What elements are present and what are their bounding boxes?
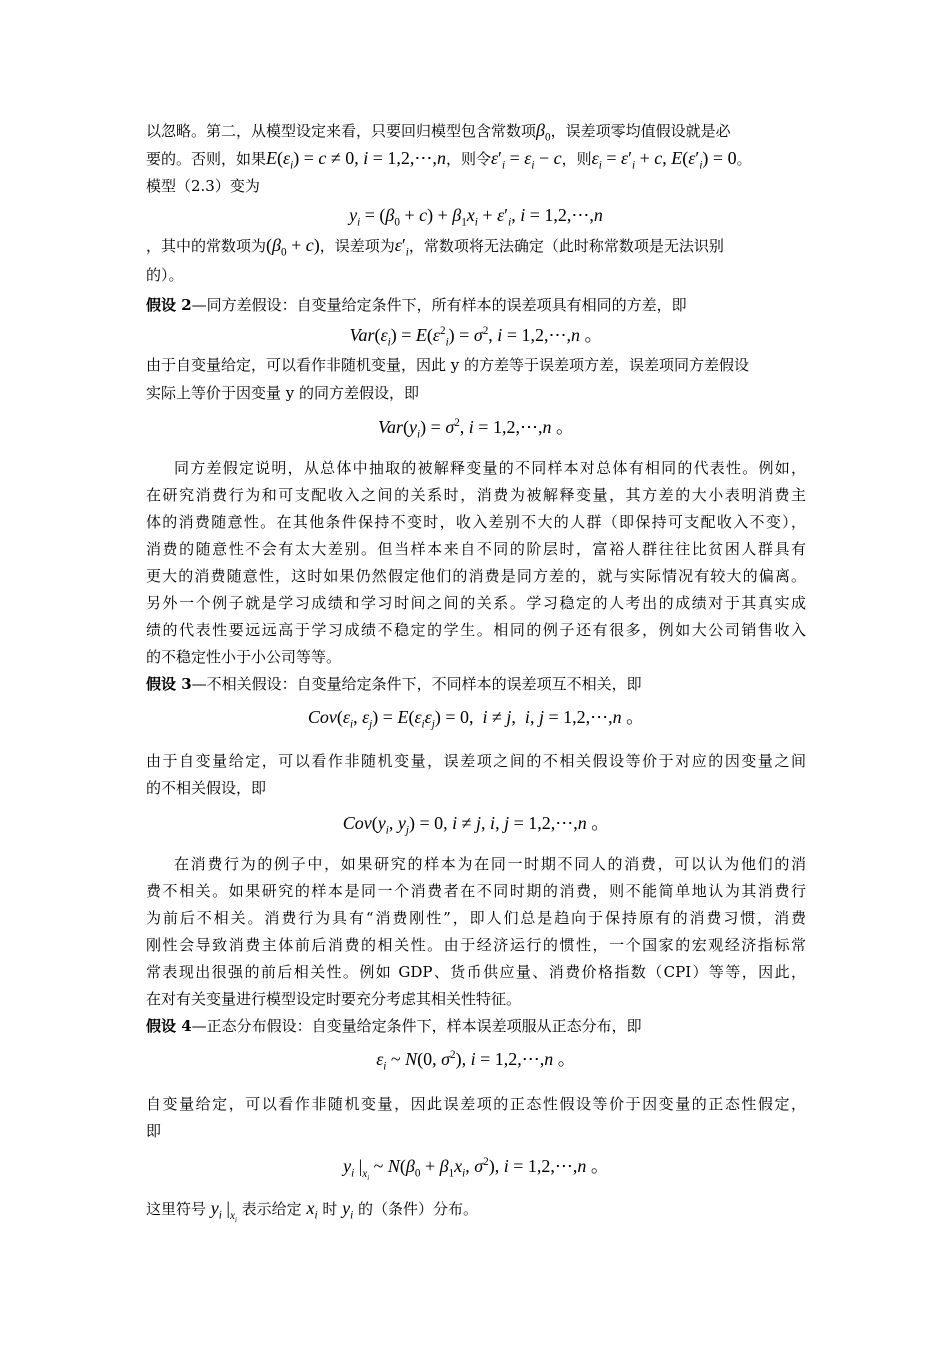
text-line: 以忽略。第二，从模型设定来看，只要回归模型包含常数项$\beta_0$，误差项零均值假设就是必 [146, 120, 731, 144]
text-line: 刚性会导致消费主体前后消费的相关性。由于经济运行的惯性，一个国家的宏观经济指标常 [146, 936, 806, 954]
text-line: 同方差假定说明，从总体中抽取的被解释变量的不同样本对总体有相同的代表性。例如， [174, 459, 806, 477]
text-line: 的不稳定性小于小公司等等。 [146, 648, 342, 666]
equation: $\varepsilon_i$ ~ N(0, $\sigma^2$), i = 1,2,⋯,n 。 [376, 1049, 576, 1073]
equation: $Var(\varepsilon_i) = E(\varepsilon^2_i) = \sigma^2$, i = 1,2,⋯,n 。 [349, 325, 603, 349]
text-line: 在研究消费行为和可支配收入之间的关系时，消费为被解释变量，其方差的大小表明消费主 [146, 486, 806, 504]
text-line: 的不相关假设，即 [146, 779, 267, 797]
text-line: 费不相关。如果研究的样本是同一个消费者在不同时期的消费，则不能简单地认为其消费行 [146, 882, 806, 900]
text-line: 模型（2.3）变为 [146, 177, 260, 195]
assumption-heading: 假设 3—不相关假设：自变量给定条件下，不同样本的误差项互不相关，即 [146, 675, 642, 693]
text-line: 由于自变量给定，可以看作非随机变量，误差项之间的不相关假设等价于对应的因变量之间 [146, 752, 806, 770]
text-line: ，其中的常数项为$(\beta_0 + c)$，误差项为$\varepsilon'_i$，常数项将无法确定（此时称常数项是无法识别 [146, 235, 724, 259]
assumption-heading: 假设 4—正态分布假设：自变量给定条件下，样本误差项服从正态分布，即 [146, 1017, 642, 1035]
text-line: 这里符号 $y_i$ $|_{x_i}$ 表示给定 $x_i$ 时 $y_i$ 的（条件）分布。 [146, 1198, 479, 1224]
text-line: 即 [146, 1122, 162, 1140]
text-line: 常表现出很强的前后相关性。例如 GDP、货币供应量、消费价格指数（CPI）等等，因此， [146, 963, 806, 981]
text-line: 要的。否则，如果$E(\varepsilon_i) = c \ne 0$, i = 1,2,⋯,n，则令$\varepsilon'_i = \varepsilon_i - c$，则$\varepsilon_i = \varepsilon'_i + c$, $E(\varepsilon'_i) = 0$。 [146, 148, 752, 172]
equation: $Cov(\varepsilon_i$, $\varepsilon_j) = E(\varepsilon_i\varepsilon_j) = 0$, i ≠ j, i, j = 1,2,⋯,n 。 [307, 707, 645, 731]
text-line: 在消费行为的例子中，如果研究的样本为在同一时期不同人的消费，可以认为他们的消 [174, 855, 806, 873]
assumption-heading: 假设 2—同方差假设：自变量给定条件下，所有样本的误差项具有相同的方差，即 [146, 296, 687, 314]
equation: $Var(y_i) = \sigma^2$, i = 1,2,⋯,n 。 [378, 417, 574, 441]
text-line: 体的消费随意性。在其他条件保持不变时，收入差别不大的人群（即保持可支配收入不变）， [146, 513, 806, 531]
equation: $Cov(y_i$, $y_j) = 0$, i ≠ j, i, j = 1,2,⋯,n 。 [342, 813, 610, 837]
text-line: 的）。 [146, 266, 184, 284]
text-line: 由于自变量给定，可以看作非随机变量，因此 y 的方差等于误差项方差，误差项同方差假设 [146, 356, 750, 374]
text-line: 自变量给定，可以看作非随机变量，因此误差项的正态性假设等价于因变量的正态性假定， [146, 1095, 806, 1113]
text-line: 绩的代表性要远远高于学习成绩不稳定的学生。相同的例子还有很多，例如大公司销售收入 [146, 621, 806, 639]
text-line: 消费的随意性不会有太大差别。但当样本来自不同的阶层时，富裕人群往往比贫困人群具有 [146, 540, 806, 558]
text-line: 为前后不相关。消费行为具有“消费刚性”，即人们总是趋向于保持原有的消费习惯，消费 [146, 909, 806, 927]
equation: $y_i$ $|_{x_i}$ ~ $N(\beta_0 + \beta_1x_i$, $\sigma^2$), i = 1,2,⋯,n 。 [343, 1156, 609, 1182]
text-line: 在对有关变量进行模型设定时要充分考虑其相关性特征。 [146, 990, 522, 1008]
text-line: 更大的消费随意性，这时如果仍然假定他们的消费是同方差的，就与实际情况有较大的偏离。 [146, 567, 806, 585]
equation: $y_i = (\beta_0 + c) + \beta_1x_i + \varepsilon'_i$, i = 1,2,⋯,n [349, 205, 603, 229]
text-line: 实际上等价于因变量 y 的同方差假设，即 [146, 384, 420, 402]
text-line: 另外一个例子就是学习成绩和学习时间之间的关系。学习稳定的人考出的成绩对于其真实成 [146, 594, 806, 612]
